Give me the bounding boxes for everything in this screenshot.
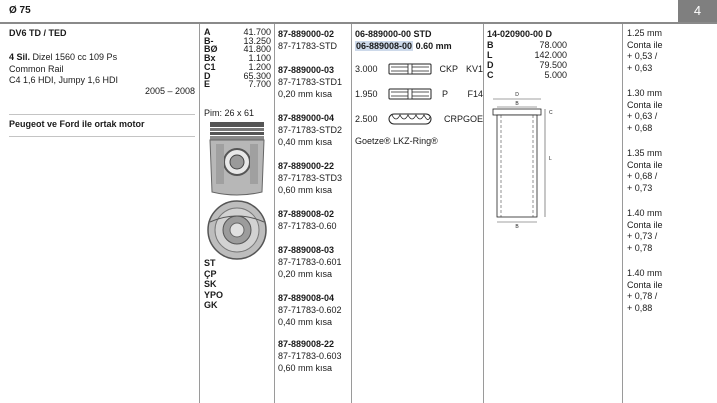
- production-years: 2005 – 2008: [144, 86, 195, 96]
- part-number-group: 87-889008-22 87-71783-0.603 0,60 mm kısa: [278, 339, 342, 373]
- ring-oversize-code[interactable]: 06-889008-00: [356, 41, 413, 51]
- oversize-group: 1.30 mm Conta ile + 0,63 / + 0,68: [627, 88, 663, 133]
- part-number-group: 87-889008-03 87-71783-0.601 0,20 mm kısa: [278, 245, 342, 279]
- vehicle-models: C4 1,6 HDI, Jumpy 1,6 HDI: [9, 75, 119, 85]
- dim-row: D 65.300: [204, 70, 271, 81]
- part-number-group: 87-889000-02 87-71783-STD: [278, 29, 338, 51]
- piston-dimension-list: [204, 28, 271, 89]
- ring-row: 3.000 CKP KV1: [355, 64, 483, 74]
- ring-oversize-size: 0.60 mm: [413, 41, 452, 51]
- part-number-group: 87-889000-03 87-71783-STD1 0,20 mm kısa: [278, 65, 343, 99]
- part-number-group: 87-889000-22 87-71783-STD3 0,60 mm kısa: [278, 161, 343, 195]
- oversize-group: 1.35 mm Conta ile + 0,68 / + 0,73: [627, 148, 663, 193]
- oversize-group: 1.25 mm Conta ile + 0,53 / + 0,63: [627, 28, 663, 73]
- code-cp: ÇP: [204, 268, 217, 279]
- ring-std-number: 06-889000-00 STD: [355, 29, 432, 39]
- vehicle-column: [9, 24, 195, 403]
- sleeve-dim-row: C 5.000: [487, 70, 567, 80]
- sleeve-label-b-bottom: B: [515, 224, 519, 230]
- pin-size: Pim: 26 x 61: [204, 108, 255, 118]
- dim-row: Bx 1.100: [204, 53, 271, 64]
- goetze-brand-note: Goetze® LKZ-Ring®: [355, 136, 438, 146]
- piston-dimensions-column: [204, 24, 271, 403]
- cylinder-count: 4 Sil.: [9, 52, 31, 62]
- column-divider: [351, 24, 352, 403]
- piston-codes: [204, 258, 223, 311]
- oversize-group: 1.40 mm Conta ile + 0,78 / + 0,88: [627, 268, 663, 313]
- column-divider: [622, 24, 623, 403]
- engine-spec: Dizel 1560 cc 109 Ps: [30, 52, 118, 62]
- page-number-badge: 4: [678, 0, 717, 22]
- part-numbers-column: [278, 24, 350, 403]
- sleeve-dim-row: L 142.000: [487, 50, 567, 60]
- diameter-label: Ø 75: [9, 5, 31, 16]
- scraper-ring-icon: [388, 87, 432, 101]
- dim-row: A 41.700: [204, 27, 271, 37]
- sleeve-label-l: L: [549, 156, 552, 162]
- sleeve-dim-row: D 79.500: [487, 60, 567, 70]
- code-st: ST: [204, 258, 216, 268]
- oversize-column: [627, 24, 707, 403]
- piston-side-image: [204, 120, 270, 198]
- oversize-group: 1.40 mm Conta ile + 0,73 / + 0,78: [627, 208, 663, 253]
- column-divider: [199, 24, 200, 403]
- sleeve-dimension-list: [487, 40, 567, 80]
- shared-engine-note: Peugeot ve Ford ile ortak motor: [9, 114, 195, 129]
- header-bar: [0, 0, 717, 24]
- code-sk: SK: [204, 279, 217, 289]
- piston-crown-image: [204, 200, 270, 260]
- injection-type: Common Rail: [9, 63, 64, 74]
- code-ypo: YPO: [204, 289, 224, 300]
- sleeve-label-b-top: B: [515, 101, 519, 107]
- ring-row: 1.950 P F14: [355, 89, 483, 99]
- sleeve-column: [487, 24, 567, 403]
- dim-row: B- 13.250: [204, 35, 271, 46]
- sleeve-part-number: 14-020900-00 D: [487, 29, 553, 39]
- cylinder-sleeve-drawing: [487, 90, 551, 230]
- part-number-group: 87-889008-02 87-71783-0.60: [278, 209, 337, 231]
- dim-row: E 7.700: [204, 79, 271, 90]
- sleeve-label-c: C: [549, 110, 553, 116]
- part-number-group: 87-889008-04 87-71783-0.602 0,40 mm kısa: [278, 293, 342, 327]
- column-divider: [274, 24, 275, 403]
- sleeve-dim-row: B 78.000: [487, 40, 567, 50]
- compression-ring-icon: [388, 62, 432, 76]
- dim-row: BØ 41.800: [204, 44, 271, 55]
- engine-title: DV6 TD / TED: [9, 28, 67, 38]
- ring-part-numbers: [355, 28, 452, 52]
- oil-ring-icon: [388, 112, 432, 126]
- sleeve-label-d: D: [515, 92, 519, 98]
- ring-row: 2.500 CRPGOE: [355, 114, 483, 124]
- note-divider: [9, 136, 195, 137]
- code-gk: GK: [204, 300, 218, 310]
- rings-column: [355, 24, 483, 403]
- engine-description: [9, 52, 118, 87]
- dim-row: C1 1.200: [204, 61, 271, 72]
- column-divider: [483, 24, 484, 403]
- part-number-group: 87-889000-04 87-71783-STD2 0,40 mm kısa: [278, 113, 343, 147]
